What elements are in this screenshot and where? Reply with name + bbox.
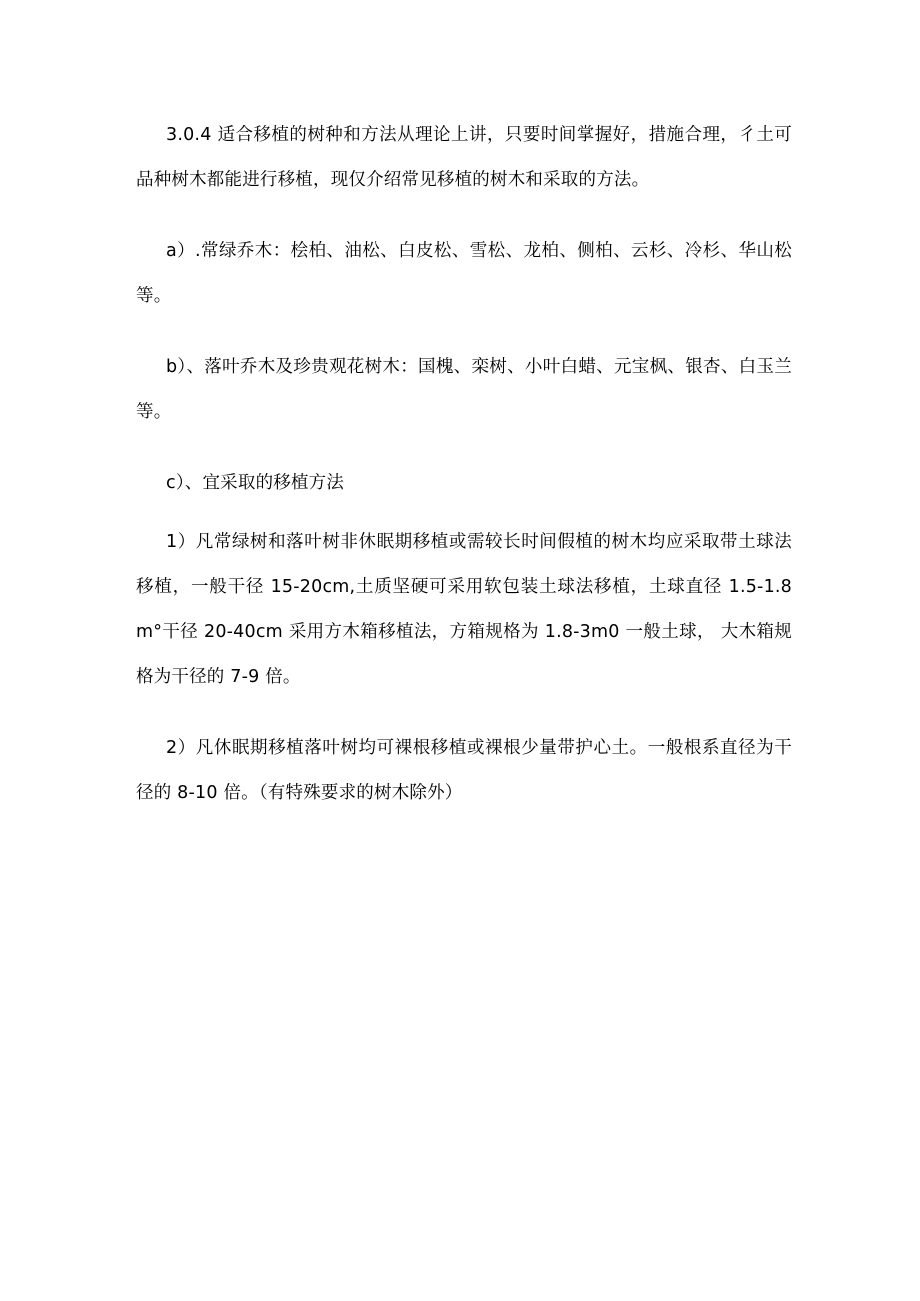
paragraph-method-2: 2）凡休眠期移植落叶树均可裸根移植或裸根少量带护心土。一般根系直径为干径的 8-10 倍。（有特殊要求的树木除外） xyxy=(136,738,792,803)
paragraph-deciduous-trees: b）、落叶乔木及珍贵观花树木：国槐、栾树、小叶白蜡、元宝枫、银杏、白玉兰等。 xyxy=(136,357,792,422)
paragraph-evergreen-trees: a）.常绿乔木：桧柏、油松、白皮松、雪松、龙柏、侧柏、云杉、冷杉、华山松等。 xyxy=(136,241,792,306)
document-body xyxy=(136,113,792,842)
paragraph-method-1: 1）凡常绿树和落叶树非休眠期移植或需较长时间假植的树木均应采取带土球法移植，一般干径 15-20cm,土质坚硬可采用软包装土球法移植，土球直径 1.5-1.8m°干径 20-40cm 采用方木箱移植法，方箱规格为 1.8-3m0 一般土球， 大木箱规格为干径的 7-9 倍。 xyxy=(136,532,792,687)
paragraph-intro: 3.0.4 适合移植的树种和方法从理论上讲，只要时间掌握好，措施合理，彳土可品种树木都能进行移植，现仅介绍常见移植的树木和采取的方法。 xyxy=(136,125,792,190)
paragraph-methods-heading: c）、宜采取的移植方法 xyxy=(166,473,345,493)
